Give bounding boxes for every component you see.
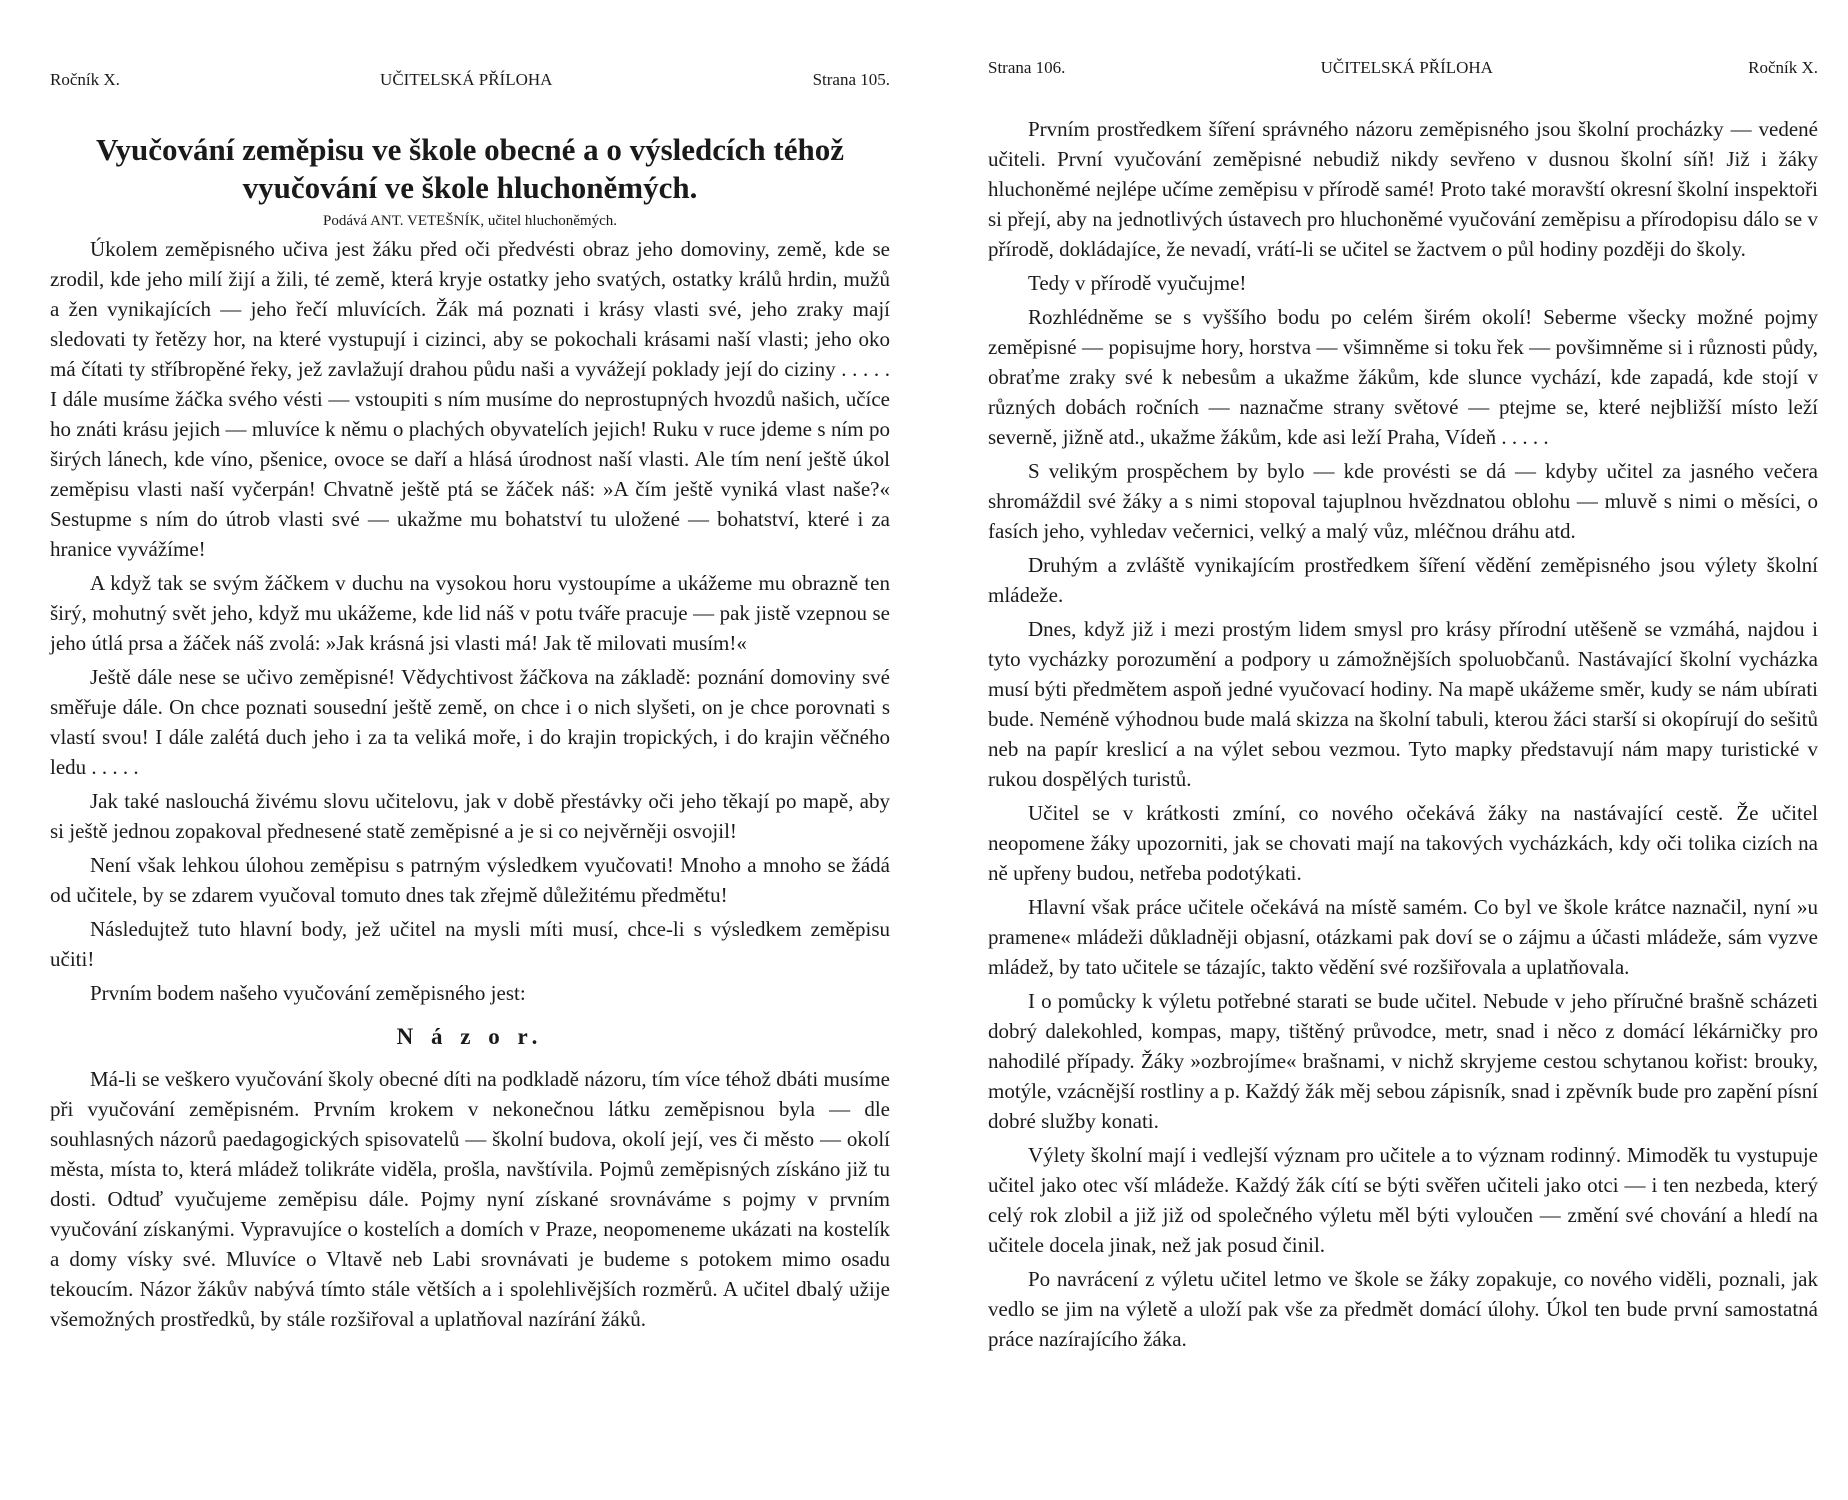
paragraph: Úkolem zeměpisného učiva jest žáku před oči předvésti obraz jeho domoviny, země, kde se zrodil, kde jeho milí žijí a žili, té země, která kryje ostatky jeho svatých, ostatky králů hrdin, mužů a žen vynikajících — jeho řečí mluvících. Žák má poznati i krásy vlasti své, jeho zraky mají sledovati ty řetězy hor, na které vystupují i cizinci, aby se pokochali krásami naší vlasti; jeho oko má čítati ty stříbropěné řeky, jež zavlažují drahou půdu naši a vyvážejí poklady její do ciziny . . . . . I dále musíme žáčka svého vésti — vstoupiti s ním musíme do neprostupných hvozdů našich, učíce ho znáti krásu jejich — mluvíce k němu o plachých obyvatelích jejich! Ruku v ruce jdeme s ním po širých lánech, kde víno, pšenice, ovoce se daří a hlásá úrodnost naší vlasti. Ale tím není ještě úkol zeměpisu vlasti naší vyčerpán! Chvatně ještě ptá se žáček náš: »A čím ještě vyniká vlast naše?« Sestupme s ním do útrob vlasti své — ukažme mu bohatství tu uložené — bohatství, které i za hranice vyvážíme! (50, 237, 890, 561)
running-header (988, 58, 1818, 78)
article-title: Vyučování zeměpisu ve škole obecné a o výsledcích téhož vyučování ve škole hluchoněmých. (96, 132, 844, 205)
paragraph: A když tak se svým žáčkem v duchu na vysokou horu vystoupíme a ukážeme mu obrazně ten širý, mohutný svět jeho, když mu ukážeme, kde lid náš v potu tváře pracuje — pak jistě vzepnou se jeho útlá prsa a žáček náš zvolá: »Jak krásná jsi vlasti má! Jak tě milovati musím!« (50, 571, 890, 655)
paragraph: Jak také naslouchá živému slovu učitelovu, jak v době přestávky oči jeho těkají po mapě, aby si ještě jednou zopakoval přednesené statě zeměpisné a je si co nejvěrněji osvojil! (50, 789, 890, 843)
paragraph: Výlety školní mají i vedlejší význam pro učitele a to význam rodinný. Mimoděk tu vystupuje učitel jako otec vší mládeže. Každý žák cítí se býti svěřen učiteli jako otci — i ten nezbeda, který celý rok zlobil a již již od společného výletu měl býti vyloučen — změní své chování a hledí na učitele docela jinak, než jak posud činil. (988, 1143, 1818, 1257)
paragraph: Není však lehkou úlohou zeměpisu s patrným výsledkem vyučovati! Mnoho a mnoho se žádá od učitele, by se zdarem vyučoval tomuto dnes tak zřejmě důležitému předmětu! (50, 853, 890, 907)
header-volume: Ročník X. (50, 70, 120, 89)
paragraph: I o pomůcky k výletu potřebné starati se bude učitel. Nebude v jeho příručné brašně scházeti dobrý dalekohled, kompas, mapy, tištěný průvodce, metr, snad i něco z domácí lékárničky pro nahodilé případy. Žáky »ozbrojíme« brašnami, v nichž skryjeme cestou schytanou kořist: brouky, motýle, vzácnější rostliny a p. Každý žák měj sebou zápisník, snad i zpěvník bude pro zapění písní dobré služby konati. (988, 989, 1818, 1133)
header-journal: UČITELSKÁ PŘÍLOHA (1320, 58, 1493, 77)
running-header (50, 70, 890, 90)
article-byline: Podává ANT. VETEŠNÍK, učitel hluchoněmých. (323, 213, 617, 229)
article-body (988, 114, 1818, 1354)
header-page-number: Strana 105. (812, 70, 890, 89)
paragraph: Rozhlédněme se s vyššího bodu po celém širém okolí! Seberme všecky možné pojmy zeměpisné — popisujme hory, horstva — všimněme si toku řek — povšimněme si i různosti půdy, obraťme zraky své k nebesům a ukažme žákům, kde slunce vychází, kde zapadá, kde stojí v různých dobách ročních — naznačme strany světové — ptejme se, které nejbližší místo leží severně, jižně atd., ukažme žákům, kde asi leží Praha, Vídeň . . . . . (988, 305, 1818, 449)
paragraph: Následujtež tuto hlavní body, jež učitel na mysli míti musí, chce-li s výsledkem zeměpisu učiti! (50, 917, 890, 971)
right-page (924, 0, 1848, 1500)
paragraph: Druhým a zvláště vynikajícím prostředkem šíření vědění zeměpisného jsou výlety školní mládeže. (988, 553, 1818, 607)
paragraph: Dnes, když již i mezi prostým lidem smysl pro krásy přírodní utěšeně se vzmáhá, najdou i tyto vycházky porozumění a podpory u zámožnějších spoluobčanů. Nastávající školní vycházka musí býti předmětem aspoň jedné vyučovací hodiny. Na mapě ukážeme směr, kudy se nám ubírati bude. Neméně výhodnou bude malá skizza na školní tabuli, kterou žáci starší si okopírují do sešitů neb na papír kreslicí a na výlet sebou vezmou. Tyto mapky představují nám mapy turistické v rukou dospělých turistů. (988, 617, 1818, 791)
header-volume: Ročník X. (1748, 58, 1818, 77)
paragraph: Prvním prostředkem šíření správného názoru zeměpisného jsou školní procházky — vedené učiteli. První vyučování zeměpisné nebudiž nikdy sevřeno v dusnou školní síň! Již i žáky hluchoněmé nejlépe učíme zeměpisu v přírodě samé! Proto také moravští okresní školní inspektoři si přejí, aby na jednotlivých ústavech pro hluchoněmé vyučování zeměpisu a přírodopisu dálo se v přírodě, dokládajíce, že nevadí, vrátí-li se učitel se žactvem o půl hodiny později do školy. (988, 117, 1818, 261)
paragraph: Ještě dále nese se učivo zeměpisné! Vědychtivost žáčkova na základě: poznání domoviny své směřuje dále. On chce poznati sousední ještě země, on chce i o nich slyšeti, on je chce porovnati s vlastí svou! I dále zalétá duch jeho i za ta veliká moře, i do krajin tropických, i do krajin věčného ledu . . . . . (50, 665, 890, 779)
header-journal: UČITELSKÁ PŘÍLOHA (380, 70, 553, 89)
section-heading: N á z o r. (396, 1024, 544, 1049)
paragraph: Tedy v přírodě vyučujme! (1028, 271, 1247, 295)
header-page-number: Strana 106. (988, 58, 1066, 77)
paragraph: Učitel se v krátkosti zmíní, co nového očekává žáky na nastávající cestě. Že učitel neopomene žáky upozorniti, jak se chovati mají na takových vycházkách, kdy oči tolika cizích na ně upřeny budou, netřeba podotýkati. (988, 801, 1818, 885)
paragraph: Po navrácení z výletu učitel letmo ve škole se žáky zopakuje, co nového viděli, poznali, jak vedlo se jim na výletě a uloží pak vše za předmět domácí úlohy. Úkol ten bude první samostatná práce nazírajícího žáka. (988, 1267, 1818, 1351)
article-body (50, 234, 890, 1334)
paragraph: Má-li se veškero vyučování školy obecné díti na podkladě názoru, tím více téhož dbáti musíme při vyučování zeměpisném. Prvním krokem v nekonečnou látku zeměpisnou byla — dle souhlasných názorů paedagogických spisovatelů — školní budova, okolí její, ves či město — okolí města, místa to, která mládež tolikráte viděla, prošla, navštívila. Pojmů zeměpisných získáno již tu dosti. Odtuď vyučujeme zeměpisu dále. Pojmy nyní získané srovnáváme s pojmy v prvním vyučování získanými. Vypravujíce o kostelích a domích v Praze, neopomeneme ukázati na kostelík a domy vísky své. Mluvíce o Vltavě neb Labi srovnávati je budeme s potokem mimo osadu tekoucím. Názor žákův nabývá tímto stále větších a i spolehlivějších rozměrů. A učitel dbalý užije všemožných prostředků, by stále rozšiřoval a uplatňoval nazírání žáků. (50, 1067, 890, 1331)
paragraph: Hlavní však práce učitele očekává na místě samém. Co byl ve škole krátce naznačil, nyní »u pramene« mládeži důkladněji objasní, otázkami pak doví se o zájmu a účasti mládeže, sám vyzve mládež, by tato učitele se tázajíc, takto vědění své rozšiřovala a uplatňovala. (988, 895, 1818, 979)
paragraph: S velikým prospěchem by bylo — kde provésti se dá — kdyby učitel za jasného večera shromáždil své žáky a s nimi stopoval tajuplnou hvězdnatou oblohu — mluvě s nimi o měsíci, o fasích jeho, vyhledav večernici, velký a malý vůz, mléčnou dráhu atd. (988, 459, 1818, 543)
paragraph: Prvním bodem našeho vyučování zeměpisného jest: (90, 981, 526, 1005)
